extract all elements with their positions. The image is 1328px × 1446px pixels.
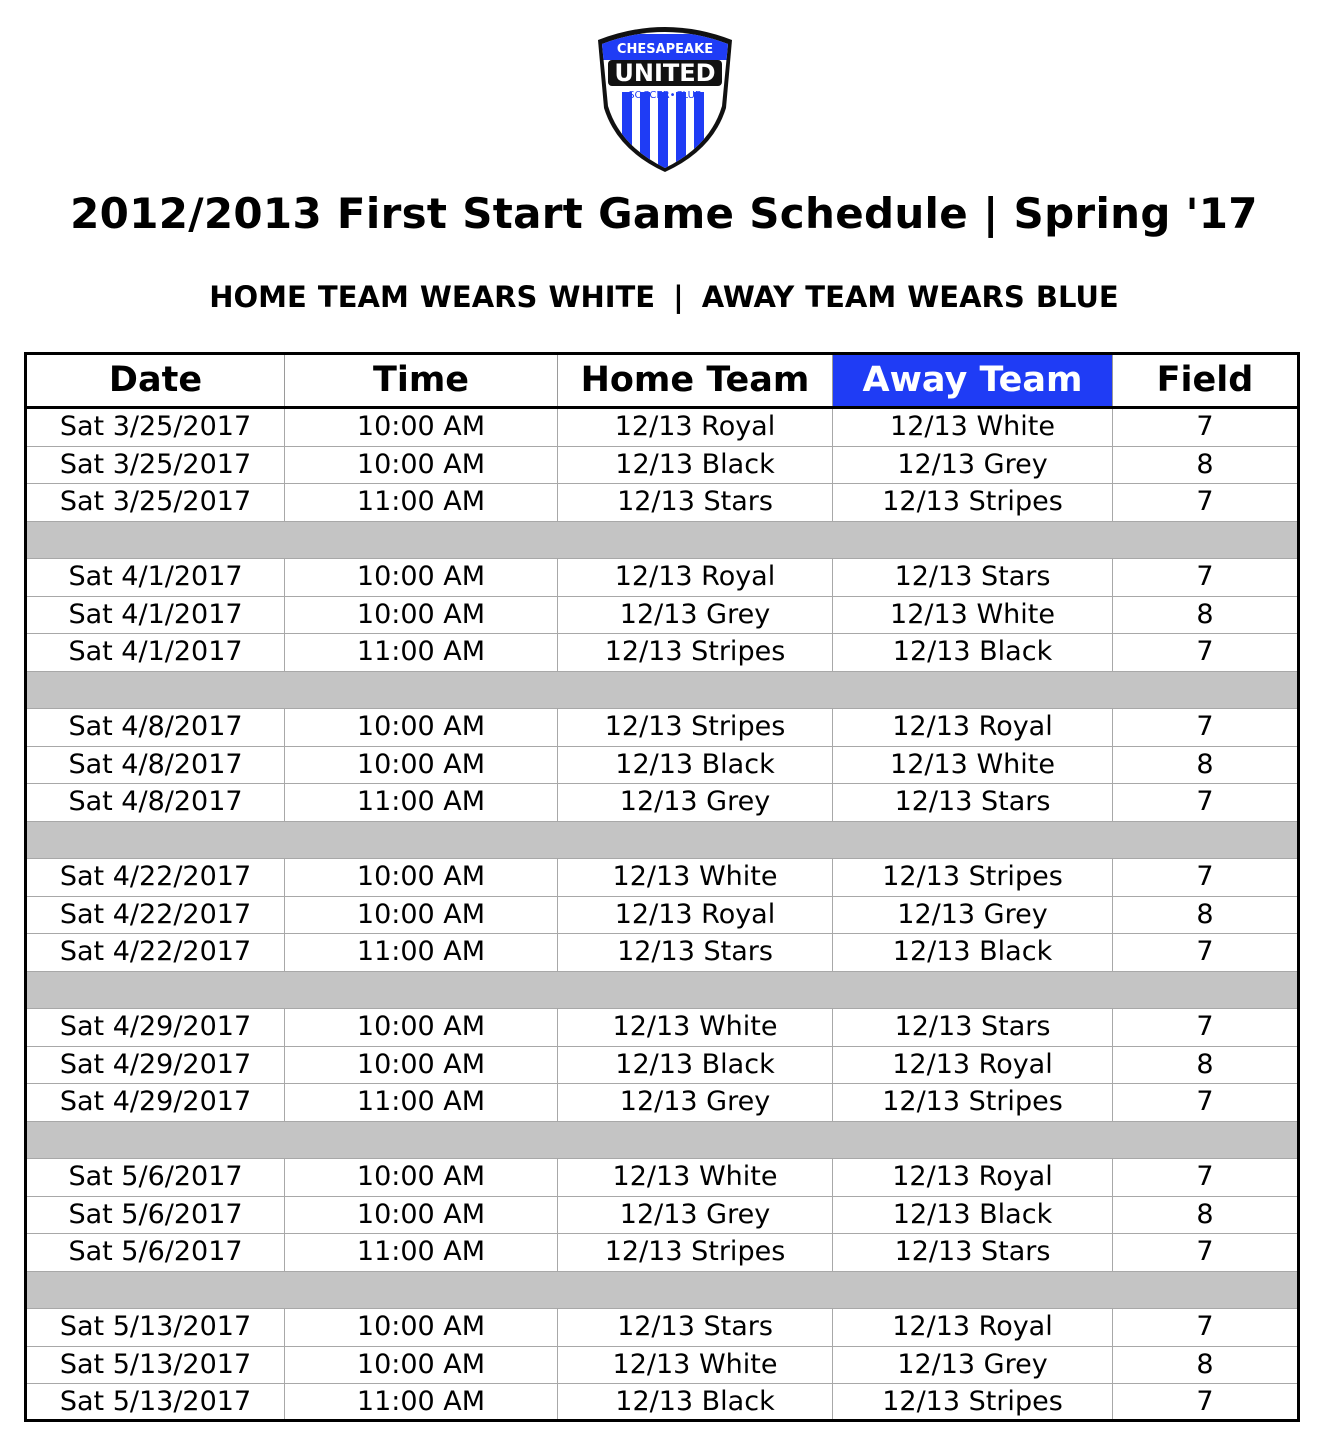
cell-field: 7 [1196, 411, 1214, 442]
logo-line2: UNITED [614, 59, 716, 87]
cell-field: 7 [1196, 1011, 1214, 1042]
logo-line1: CHESAPEAKE [616, 42, 714, 57]
cell-home-team: 12/13 White [558, 1159, 833, 1196]
cell-away-team: 12/13 White [833, 597, 1113, 634]
cell-field: 7 [1196, 1161, 1214, 1192]
cell-date: Sat 4/29/2017 [27, 1084, 285, 1121]
cell-away-team: 12/13 Stripes [833, 859, 1113, 896]
cell-away-team: 12/13 Black [833, 1197, 1113, 1234]
cell-away-team: 12/13 White [833, 747, 1113, 784]
week-separator [27, 822, 1297, 860]
cell-away-team: 12/13 Stars [833, 559, 1113, 596]
cell-away-team: 12/13 Stripes [833, 1084, 1113, 1121]
cell-field: 8 [1196, 748, 1214, 780]
table-row [27, 897, 1297, 935]
cell-date: Sat 5/13/2017 [27, 1309, 285, 1346]
cell-time: 10:00 AM [285, 747, 558, 784]
header-field: Field [1156, 360, 1254, 400]
cell-time: 10:00 AM [285, 1197, 558, 1234]
page-title: 2012/2013 First Start Game Schedule | Spring '17 [70, 189, 1258, 238]
cell-date: Sat 5/6/2017 [27, 1234, 285, 1271]
table-row [27, 1159, 1297, 1197]
cell-away-team: 12/13 Grey [833, 447, 1113, 484]
away-uniform-note: AWAY TEAM WEARS BLUE [701, 280, 1119, 314]
cell-date: Sat 4/22/2017 [27, 859, 285, 896]
table-row [27, 634, 1297, 672]
cell-field: 8 [1196, 1048, 1214, 1080]
table-row [27, 1234, 1297, 1272]
cell-date: Sat 4/8/2017 [27, 784, 285, 821]
chesapeake-united-logo [592, 22, 738, 172]
table-row [27, 1197, 1297, 1235]
cell-field: 8 [1196, 598, 1214, 630]
cell-date: Sat 5/6/2017 [27, 1197, 285, 1234]
cell-time: 10:00 AM [285, 597, 558, 634]
table-row [27, 859, 1297, 897]
cell-home-team: 12/13 Royal [558, 559, 833, 596]
cell-field: 7 [1196, 861, 1214, 892]
cell-time: 11:00 AM [285, 1084, 558, 1121]
table-row [27, 559, 1297, 597]
table-row [27, 934, 1297, 972]
header-home-team: Home Team [558, 355, 833, 406]
cell-field: 8 [1196, 1348, 1214, 1380]
cell-date: Sat 4/8/2017 [27, 747, 285, 784]
cell-time: 10:00 AM [285, 1347, 558, 1384]
table-row [27, 1009, 1297, 1047]
cell-date: Sat 4/8/2017 [27, 709, 285, 746]
table-row [27, 1047, 1297, 1085]
cell-home-team: 12/13 Grey [558, 784, 833, 821]
cell-home-team: 12/13 Black [558, 1384, 833, 1421]
cell-field: 7 [1196, 1236, 1214, 1267]
cell-time: 11:00 AM [285, 784, 558, 821]
uniform-note [0, 278, 1328, 316]
cell-time: 11:00 AM [285, 634, 558, 671]
cell-date: Sat 4/1/2017 [27, 597, 285, 634]
table-row [27, 709, 1297, 747]
cell-home-team: 12/13 Grey [558, 1084, 833, 1121]
cell-away-team: 12/13 Grey [833, 1347, 1113, 1384]
cell-home-team: 12/13 White [558, 859, 833, 896]
cell-home-team: 12/13 Stars [558, 1309, 833, 1346]
cell-time: 10:00 AM [285, 709, 558, 746]
week-separator [27, 672, 1297, 710]
table-row [27, 1309, 1297, 1347]
uniform-note-separator: | [673, 280, 684, 314]
cell-field: 7 [1196, 1386, 1214, 1417]
cell-away-team: 12/13 Stars [833, 1234, 1113, 1271]
cell-home-team: 12/13 White [558, 1347, 833, 1384]
cell-date: Sat 4/29/2017 [27, 1009, 285, 1046]
cell-date: Sat 4/22/2017 [27, 934, 285, 971]
cell-date: Sat 4/1/2017 [27, 634, 285, 671]
cell-date: Sat 4/1/2017 [27, 559, 285, 596]
cell-field: 7 [1196, 561, 1214, 592]
cell-date: Sat 5/6/2017 [27, 1159, 285, 1196]
cell-away-team: 12/13 Stripes [833, 1384, 1113, 1421]
cell-time: 11:00 AM [285, 1234, 558, 1271]
cell-time: 10:00 AM [285, 897, 558, 934]
cell-home-team: 12/13 Stars [558, 484, 833, 521]
cell-time: 10:00 AM [285, 447, 558, 484]
table-row [27, 1084, 1297, 1122]
cell-field: 7 [1196, 636, 1214, 667]
cell-away-team: 12/13 Black [833, 934, 1113, 971]
cell-home-team: 12/13 Stripes [558, 709, 833, 746]
cell-field: 7 [1196, 711, 1214, 742]
cell-away-team: 12/13 Royal [833, 1309, 1113, 1346]
header-away-team: Away Team [833, 355, 1113, 406]
table-header-row [27, 355, 1297, 409]
cell-home-team: 12/13 Stripes [558, 634, 833, 671]
cell-field: 7 [1196, 786, 1214, 817]
header-date: Date [27, 355, 285, 406]
cell-date: Sat 3/25/2017 [27, 484, 285, 521]
cell-time: 11:00 AM [285, 1384, 558, 1421]
cell-time: 10:00 AM [285, 409, 558, 446]
cell-date: Sat 5/13/2017 [27, 1347, 285, 1384]
table-row [27, 1347, 1297, 1385]
cell-time: 10:00 AM [285, 559, 558, 596]
table-row [27, 447, 1297, 485]
week-separator [27, 1272, 1297, 1310]
cell-away-team: 12/13 Grey [833, 897, 1113, 934]
cell-date: Sat 4/22/2017 [27, 897, 285, 934]
cell-field: 7 [1196, 1311, 1214, 1342]
home-uniform-note: HOME TEAM WEARS WHITE [209, 280, 656, 314]
cell-away-team: 12/13 Stripes [833, 484, 1113, 521]
cell-away-team: 12/13 Stars [833, 1009, 1113, 1046]
cell-date: Sat 5/13/2017 [27, 1384, 285, 1421]
table-row [27, 409, 1297, 447]
cell-home-team: 12/13 Royal [558, 409, 833, 446]
cell-date: Sat 4/29/2017 [27, 1047, 285, 1084]
cell-home-team: 12/13 Black [558, 1047, 833, 1084]
cell-time: 10:00 AM [285, 1047, 558, 1084]
cell-away-team: 12/13 Black [833, 634, 1113, 671]
cell-field: 7 [1196, 486, 1214, 517]
table-row [27, 784, 1297, 822]
cell-time: 10:00 AM [285, 859, 558, 896]
cell-time: 10:00 AM [285, 1009, 558, 1046]
cell-field: 7 [1196, 936, 1214, 967]
cell-home-team: 12/13 Stars [558, 934, 833, 971]
header-time: Time [285, 355, 558, 406]
cell-home-team: 12/13 Black [558, 747, 833, 784]
cell-away-team: 12/13 Royal [833, 1047, 1113, 1084]
cell-time: 10:00 AM [285, 1159, 558, 1196]
cell-time: 11:00 AM [285, 934, 558, 971]
logo-line3: SOCCER•CLUB [628, 90, 702, 101]
schedule-table [24, 352, 1300, 1422]
cell-home-team: 12/13 Stripes [558, 1234, 833, 1271]
cell-date: Sat 3/25/2017 [27, 447, 285, 484]
week-separator [27, 972, 1297, 1010]
table-row [27, 1384, 1297, 1422]
cell-away-team: 12/13 Royal [833, 1159, 1113, 1196]
week-separator [27, 522, 1297, 560]
table-body [27, 409, 1297, 1422]
table-row [27, 747, 1297, 785]
cell-away-team: 12/13 White [833, 409, 1113, 446]
cell-home-team: 12/13 Grey [558, 597, 833, 634]
cell-field: 8 [1196, 898, 1214, 930]
cell-field: 8 [1196, 448, 1214, 480]
cell-away-team: 12/13 Royal [833, 709, 1113, 746]
cell-home-team: 12/13 Grey [558, 1197, 833, 1234]
week-separator [27, 1122, 1297, 1160]
cell-field: 7 [1196, 1086, 1214, 1117]
table-row [27, 484, 1297, 522]
cell-home-team: 12/13 White [558, 1009, 833, 1046]
cell-home-team: 12/13 Black [558, 447, 833, 484]
table-row [27, 597, 1297, 635]
cell-field: 8 [1196, 1198, 1214, 1230]
cell-time: 10:00 AM [285, 1309, 558, 1346]
cell-time: 11:00 AM [285, 484, 558, 521]
cell-home-team: 12/13 Royal [558, 897, 833, 934]
cell-date: Sat 3/25/2017 [27, 409, 285, 446]
cell-away-team: 12/13 Stars [833, 784, 1113, 821]
